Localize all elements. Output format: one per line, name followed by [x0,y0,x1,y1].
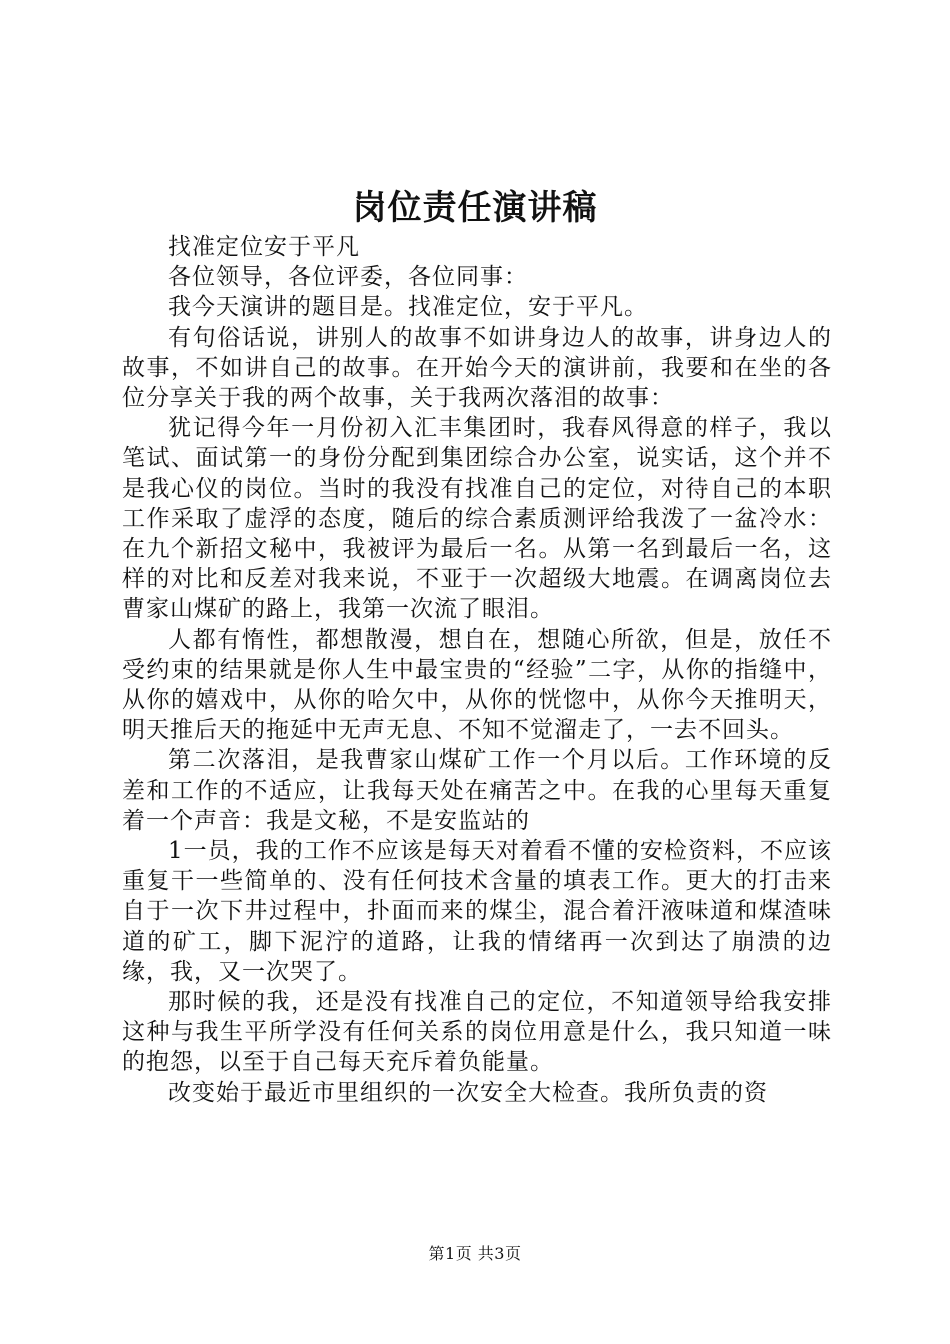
paragraph: 我今天演讲的题目是。找准定位，安于平凡。 [168,294,648,321]
paragraph: 人都有惰性，都想散漫，想自在，想随心所欲，但是，放任不受约束的结果就是你人生中最宝贵的“经验”二字，从你的指缝中，从你的嬉戏中，从你的哈欠中，从你的恍惚中，从你今天推明天，明天推后天的拖延中无声无息、不知不觉溜走了，一去不回头。 [122,626,832,744]
paragraph: 找准定位安于平凡 [168,234,360,260]
document-body [122,232,832,1108]
page-footer: 第1页 共3页 [428,1244,522,1263]
paragraph: 1一员，我的工作不应该是每天对着看不懂的安检资料，不应该重复干一些简单的、没有任何技术含量的填表工作。更大的打击来自于一次下井过程中，扑面而来的煤尘，混合着汗液味道和煤渣味道的矿工，脚下泥泞的道路，让我的情绪再一次到达了崩溃的边缘，我，又一次哭了。 [122,838,832,985]
paragraph: 各位领导，各位评委，各位同事： [168,264,528,291]
paragraph: 那时候的我，还是没有找准自己的定位，不知道领导给我安排这种与我生平所学没有任何关系的岗位用意是什么，我只知道一味的抱怨，以至于自己每天充斥着负能量。 [122,989,832,1076]
paragraph: 改变始于最近市里组织的一次安全大检查。我所负责的资 [168,1079,768,1106]
paragraph: 有句俗话说，讲别人的故事不如讲身边人的故事，讲身边人的故事，不如讲自己的故事。在开始今天的演讲前，我要和在坐的各位分享关于我的两个故事，关于我两次落泪的故事： [122,324,832,412]
paragraph: 第二次落泪，是我曹家山煤矿工作一个月以后。工作环境的反差和工作的不适应，让我每天处在痛苦之中。在我的心里每天重复着一个声音：我是文秘，不是安监站的 [122,747,832,834]
document-title: 岗位责任演讲稿 [352,188,598,228]
paragraph: 犹记得今年一月份初入汇丰集团时，我春风得意的样子，我以笔试、面试第一的身份分配到集团综合办公室，说实话，这个并不是我心仪的岗位。当时的我没有找准自己的定位，对待自己的本职工作采取了虚浮的态度，随后的综合素质测评给我泼了一盆冷水：在九个新招文秘中，我被评为最后一名。从第一名到最后一名，这样的对比和反差对我来说，不亚于一次超级大地震。在调离岗位去曹家山煤矿的路上，我第一次流了眼泪。 [122,415,832,623]
